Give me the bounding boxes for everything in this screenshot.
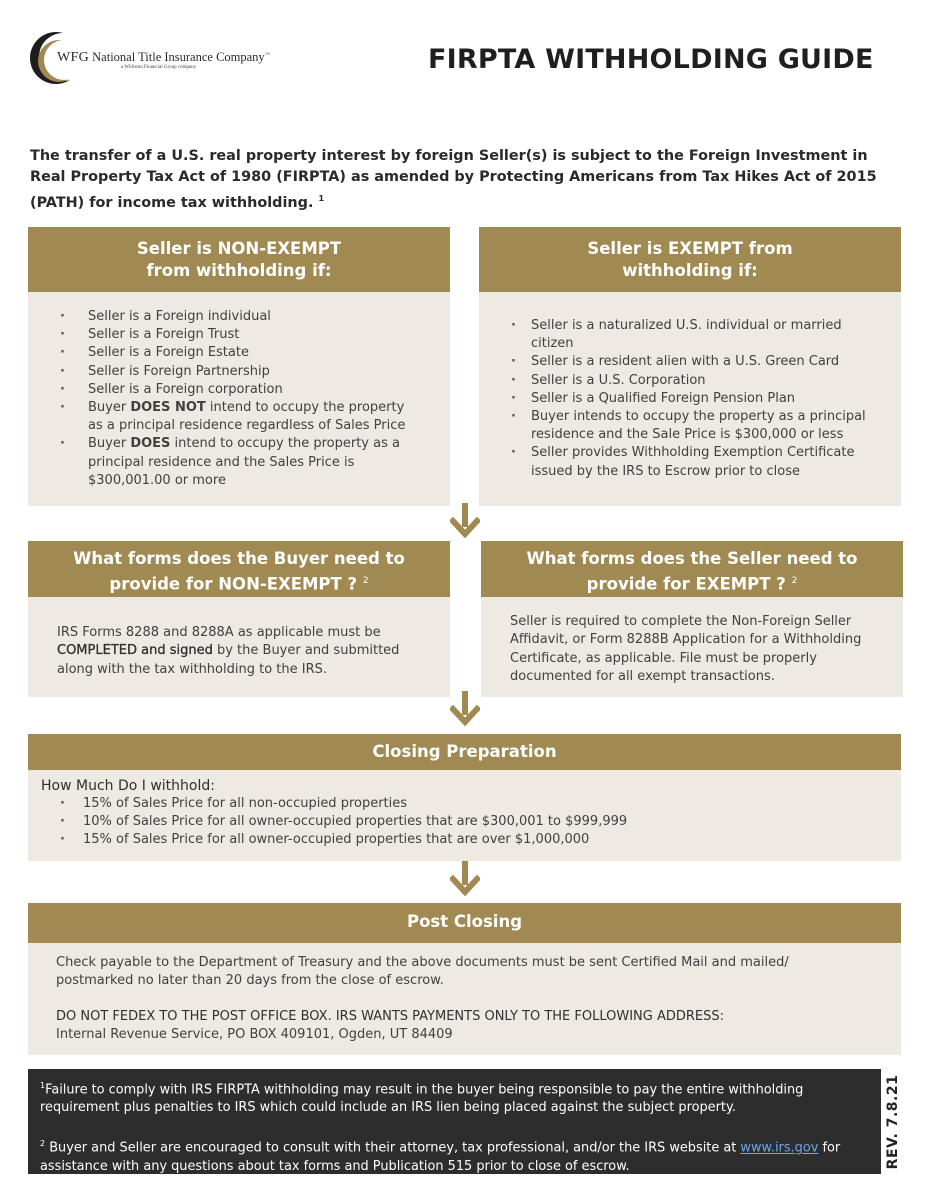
list-item: · Seller provides Withholding Exemption Certificate issued by the IRS to Escrow prior to close [479, 444, 866, 480]
post-closing-heading: Post Closing [28, 903, 901, 943]
revision-label: REV. 7.8.21 [881, 1069, 905, 1174]
page-title: FIRPTA WITHHOLDING GUIDE [428, 44, 874, 75]
company-logo [28, 28, 288, 92]
arrow-down-icon [450, 861, 480, 897]
arrow-down-icon [450, 503, 480, 539]
buyer-forms-panel [28, 541, 450, 697]
list-item: · Seller is a Foreign corporation [28, 381, 450, 399]
seller-forms-panel [481, 541, 903, 697]
closing-preparation-heading: Closing Preparation [28, 734, 901, 770]
irs-website-link[interactable]: www.irs.gov [740, 1140, 819, 1156]
list-item: · Buyer intends to occupy the property as a principal residence and the Sale Price is $300,000 or less [479, 408, 866, 444]
logo-tagline: a Williston Financial Group company [121, 65, 197, 70]
list-item: · Seller is a U.S. Corporation [479, 372, 866, 390]
closing-list [28, 795, 901, 850]
post-closing-text: Check payable to the Department of Treasury and the above documents must be sent Certified Mail and mailed/ postmarked no later than 20 days from the close of escrow. [56, 955, 789, 989]
footnotes-panel [28, 1069, 881, 1174]
arrow-down-icon [450, 691, 480, 727]
list-item: · Seller is Foreign Partnership [28, 363, 450, 381]
list-item: · Seller is a Foreign individual [28, 308, 450, 326]
non-exempt-list [28, 308, 450, 490]
buyer-forms-text: IRS Forms 8288 and 8288A as applicable must be COMPLETED and signed by the Buyer and submitted along with the tax withholding to the IRS. [57, 625, 400, 677]
post-closing-panel [28, 903, 901, 1055]
list-item: · Seller is a Qualified Foreign Pension Plan [479, 390, 866, 408]
list-item: · Seller is a naturalized U.S. individual or married citizen [479, 317, 866, 353]
seller-forms-heading: What forms does the Seller need to provide for EXEMPT ? $^2$ [481, 541, 903, 597]
logo-company-name: WFG National Title Insurance Company™ [57, 50, 270, 65]
post-closing-warning: DO NOT FEDEX TO THE POST OFFICE BOX. IRS WANTS PAYMENTS ONLY TO THE FOLLOWING ADDRESS: [56, 1008, 725, 1024]
list-item: · Buyer DOES intend to occupy the property as a principal residence and the Sales Price is $300,001.00 or more [28, 435, 450, 490]
closing-question: How Much Do I withhold: [41, 778, 215, 794]
exempt-heading: Seller is EXEMPT from withholding if: [479, 227, 901, 292]
buyer-forms-heading: What forms does the Buyer need to provide for NON-EXEMPT ? $^2$ [28, 541, 450, 597]
irs-address: Internal Revenue Service, PO BOX 409101, Ogden, UT 84409 [56, 1026, 453, 1042]
list-item: · Buyer DOES NOT intend to occupy the property as a principal residence regardless of Sales Price [28, 399, 450, 435]
seller-forms-text: Seller is required to complete the Non-Foreign Seller Affidavit, or Form 8288B Application for a Withholding Certificate, as applicable. File must be properly documented for all exempt transactions. [510, 614, 862, 684]
list-item: · Seller is a Foreign Estate [28, 344, 450, 362]
list-item: · Seller is a resident alien with a U.S. Green Card [479, 353, 866, 371]
footnote-1: $^1$Failure to comply with IRS FIRPTA withholding may result in the buyer being responsible to pay the entire withholding requirement plus penalties to IRS which could include an IRS lien being placed against the subject property. [40, 1081, 804, 1116]
non-exempt-panel [28, 227, 450, 506]
list-item: · 10% of Sales Price for all owner-occupied properties that are $300,001 to $999,999 [28, 813, 901, 831]
exempt-list [479, 317, 901, 481]
list-item: · 15% of Sales Price for all owner-occupied properties that are over $1,000,000 [28, 831, 901, 849]
footnote-2: $^2$ Buyer and Seller are encouraged to consult with their attorney, tax professional, and/or the IRS website at www.irs.gov for assistance with any questions about tax forms and Publication 515 prior to close of escrow. [40, 1139, 841, 1174]
list-item: · 15% of Sales Price for all non-occupied properties [28, 795, 901, 813]
intro-paragraph: The transfer of a U.S. real property interest by foreign Seller(s) is subject to the Foreign Investment in Real Property Tax Act of 1980 (FIRPTA) as amended by Protecting Americans from Tax Hikes Act of 2015 (PATH) for income tax withholding. $^1$ [30, 148, 877, 211]
exempt-panel [479, 227, 901, 506]
non-exempt-heading: Seller is NON-EXEMPT from withholding if: [28, 227, 450, 292]
list-item: · Seller is a Foreign Trust [28, 326, 450, 344]
closing-preparation-panel [28, 734, 901, 861]
